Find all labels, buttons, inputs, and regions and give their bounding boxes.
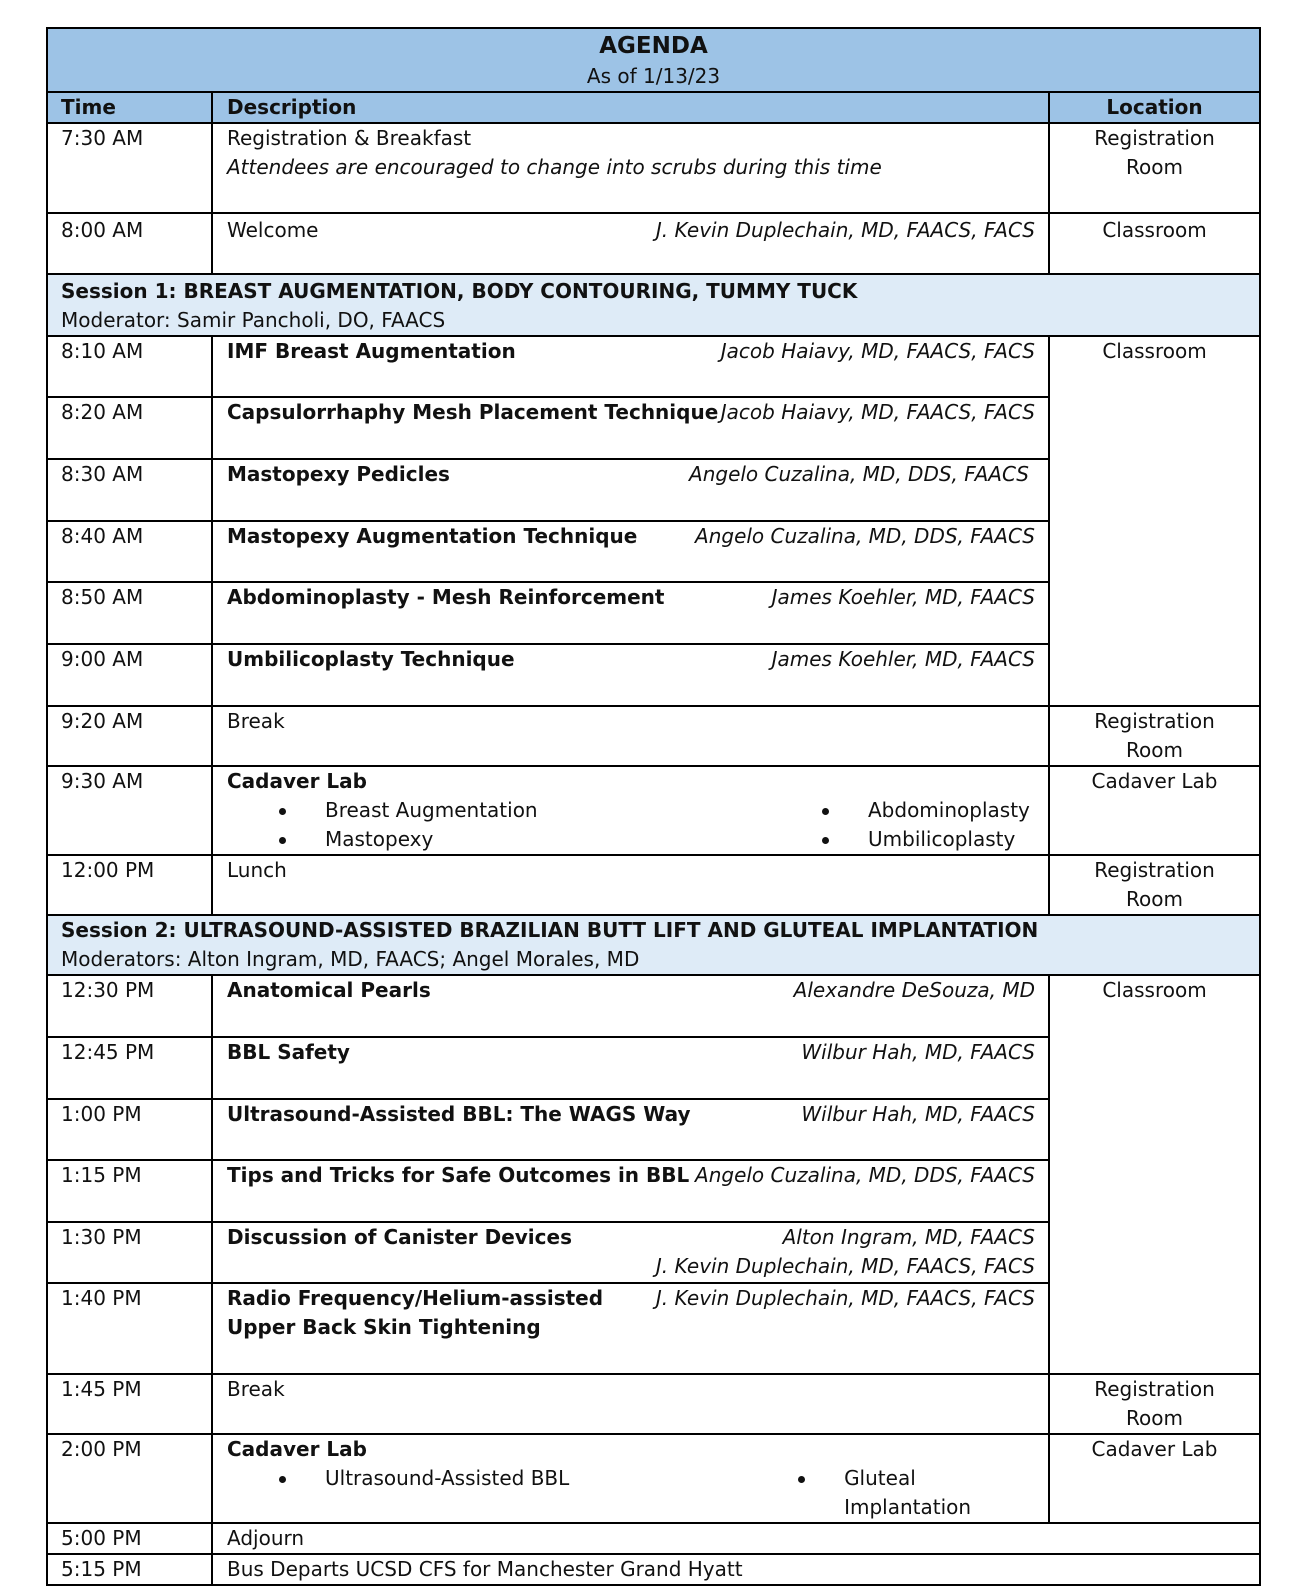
row-title: Umbilicoplasty Technique: [227, 647, 515, 671]
row-time: 12:00 PM: [47, 855, 212, 915]
bullet-item: Ultrasound-Assisted BBL: [325, 1464, 746, 1493]
row-description: [212, 1160, 1049, 1222]
row-speaker: Alton Ingram, MD, FAACS: [782, 1225, 1035, 1249]
row-location: Classroom: [1049, 213, 1260, 274]
agenda-title: AGENDA: [599, 33, 708, 59]
row-time: 12:45 PM: [47, 1037, 212, 1099]
bullet-item: Gluteal Implantation: [844, 1464, 1035, 1522]
row-speaker: Jacob Haiavy, MD, FAACS, FACS: [720, 400, 1035, 424]
agenda-row: [47, 855, 1260, 915]
row-time: 12:30 PM: [47, 975, 212, 1037]
location-line: Room: [1126, 1406, 1183, 1430]
row-description: [212, 1434, 1049, 1523]
row-time: 1:00 PM: [47, 1099, 212, 1160]
row-location: [1049, 706, 1260, 766]
row-title: IMF Breast Augmentation: [227, 339, 516, 363]
row-title: Cadaver Lab: [227, 769, 367, 793]
bullet-item: Umbilicoplasty: [868, 825, 1030, 854]
agenda-header: [47, 28, 1260, 92]
bullet-item: Mastopexy: [325, 825, 770, 854]
row-description: [212, 123, 1049, 213]
row-speaker: Alexandre DeSouza, MD: [793, 978, 1035, 1002]
row-location: Classroom: [1049, 975, 1260, 1374]
row-title: Bus Departs UCSD CFS for Manchester Grand Hyatt: [212, 1554, 1260, 1585]
row-title-line2: Upper Back Skin Tightening: [227, 1315, 541, 1339]
agenda-row: [47, 213, 1260, 274]
bullet-list: [227, 1464, 1035, 1522]
row-description: [212, 213, 1049, 274]
row-speaker: James Koehler, MD, FAACS: [771, 585, 1035, 609]
row-speaker: James Koehler, MD, FAACS: [771, 647, 1035, 671]
row-title: Radio Frequency/Helium-assisted: [227, 1286, 604, 1310]
row-title: Mastopexy Augmentation Technique: [227, 524, 638, 548]
row-title: Lunch: [212, 855, 1049, 915]
row-title: Abdominoplasty - Mesh Reinforcement: [227, 585, 665, 609]
agenda-row: [47, 123, 1260, 213]
row-time: 8:10 AM: [47, 336, 212, 397]
row-title: Registration & Breakfast: [227, 126, 472, 150]
agenda-date: As of 1/13/23: [586, 64, 721, 88]
row-description: [212, 336, 1049, 397]
column-header-location: Location: [1049, 92, 1260, 123]
row-location: Cadaver Lab: [1049, 766, 1260, 855]
row-time: 9:20 AM: [47, 706, 212, 766]
bullet-list: [227, 796, 1035, 854]
row-description: [212, 459, 1049, 521]
location-line: Registration: [1094, 1377, 1215, 1401]
session-1-header: [47, 274, 1260, 336]
row-description: [212, 644, 1049, 706]
agenda-row: [47, 336, 1260, 397]
session-header-row: [47, 274, 1260, 336]
row-speaker: Angelo Cuzalina, MD, DDS, FAACS: [695, 1163, 1035, 1187]
row-title: Break: [212, 1374, 1049, 1434]
row-description: [212, 1222, 1049, 1283]
row-title: Cadaver Lab: [227, 1437, 367, 1461]
row-title: Discussion of Canister Devices: [227, 1225, 572, 1249]
row-description: [212, 1037, 1049, 1099]
row-speaker: Jacob Haiavy, MD, FAACS, FACS: [720, 339, 1035, 363]
row-speaker: J. Kevin Duplechain, MD, FAACS, FACS: [655, 1286, 1035, 1310]
row-title: Adjourn: [212, 1523, 1260, 1554]
bullet-item: Breast Augmentation: [325, 796, 770, 825]
row-time: 8:50 AM: [47, 582, 212, 644]
column-header-time: Time: [47, 92, 212, 123]
bullet-item: Abdominoplasty: [868, 796, 1030, 825]
row-location: [1049, 1374, 1260, 1434]
row-time: 8:40 AM: [47, 521, 212, 582]
agenda-row: [47, 1554, 1260, 1585]
row-time: 5:15 PM: [47, 1554, 212, 1585]
column-header-description: Description: [212, 92, 1049, 123]
row-title: Break: [212, 706, 1049, 766]
row-location: [1049, 855, 1260, 915]
row-title: Anatomical Pearls: [227, 978, 431, 1002]
row-time: 7:30 AM: [47, 123, 212, 213]
row-time: 1:45 PM: [47, 1374, 212, 1434]
agenda-row: [47, 706, 1260, 766]
row-description: [212, 521, 1049, 582]
row-time: 8:00 AM: [47, 213, 212, 274]
row-time: 8:30 AM: [47, 459, 212, 521]
row-speaker: Angelo Cuzalina, MD, DDS, FAACS: [695, 524, 1035, 548]
row-title: Ultrasound-Assisted BBL: The WAGS Way: [227, 1102, 691, 1126]
row-time: 9:00 AM: [47, 644, 212, 706]
agenda-table: [46, 27, 1261, 1586]
column-header-row: [47, 92, 1260, 123]
agenda-row: [47, 1523, 1260, 1554]
row-description: [212, 397, 1049, 459]
row-note: Attendees are encouraged to change into scrubs during this time: [227, 155, 882, 179]
session-2-header: [47, 915, 1260, 975]
row-location: [1049, 123, 1260, 213]
row-description: [212, 1283, 1049, 1374]
row-speaker: J. Kevin Duplechain, MD, FAACS, FACS: [655, 1254, 1035, 1278]
agenda-row: [47, 766, 1260, 855]
agenda-row: [47, 1434, 1260, 1523]
location-line: Room: [1126, 738, 1183, 762]
session-moderator: Moderators: Alton Ingram, MD, FAACS; Angel Morales, MD: [61, 947, 640, 971]
row-title: Tips and Tricks for Safe Outcomes in BBL: [227, 1163, 690, 1187]
row-speaker: Wilbur Hah, MD, FAACS: [801, 1102, 1035, 1126]
row-description: [212, 582, 1049, 644]
row-description: [212, 975, 1049, 1037]
row-title: BBL Safety: [227, 1040, 350, 1064]
row-time: 9:30 AM: [47, 766, 212, 855]
location-line: Registration: [1094, 126, 1215, 150]
row-speaker: Wilbur Hah, MD, FAACS: [801, 1040, 1035, 1064]
agenda-row: [47, 975, 1260, 1037]
row-time: 5:00 PM: [47, 1523, 212, 1554]
location-line: Registration: [1094, 709, 1215, 733]
agenda-row: [47, 1374, 1260, 1434]
row-title: Welcome: [227, 218, 319, 242]
row-title: Capsulorrhaphy Mesh Placement Technique: [227, 400, 719, 424]
row-location: Classroom: [1049, 336, 1260, 706]
session-moderator: Moderator: Samir Pancholi, DO, FAACS: [61, 308, 446, 332]
location-line: Room: [1126, 155, 1183, 179]
session-title: Session 2: ULTRASOUND-ASSISTED BRAZILIAN BUTT LIFT AND GLUTEAL IMPLANTATION: [61, 918, 1039, 942]
location-line: Registration: [1094, 858, 1215, 882]
session-title: Session 1: BREAST AUGMENTATION, BODY CONTOURING, TUMMY TUCK: [61, 279, 858, 303]
row-time: 1:30 PM: [47, 1222, 212, 1283]
row-location: Cadaver Lab: [1049, 1434, 1260, 1523]
row-title: Mastopexy Pedicles: [227, 462, 450, 486]
row-time: 2:00 PM: [47, 1434, 212, 1523]
row-time: 1:40 PM: [47, 1283, 212, 1374]
row-speaker: J. Kevin Duplechain, MD, FAACS, FACS: [655, 218, 1035, 242]
row-speaker: Angelo Cuzalina, MD, DDS, FAACS: [689, 462, 1029, 486]
row-description: [212, 766, 1049, 855]
row-description: [212, 1099, 1049, 1160]
row-time: 1:15 PM: [47, 1160, 212, 1222]
session-header-row: [47, 915, 1260, 975]
location-line: Room: [1126, 887, 1183, 911]
row-time: 8:20 AM: [47, 397, 212, 459]
